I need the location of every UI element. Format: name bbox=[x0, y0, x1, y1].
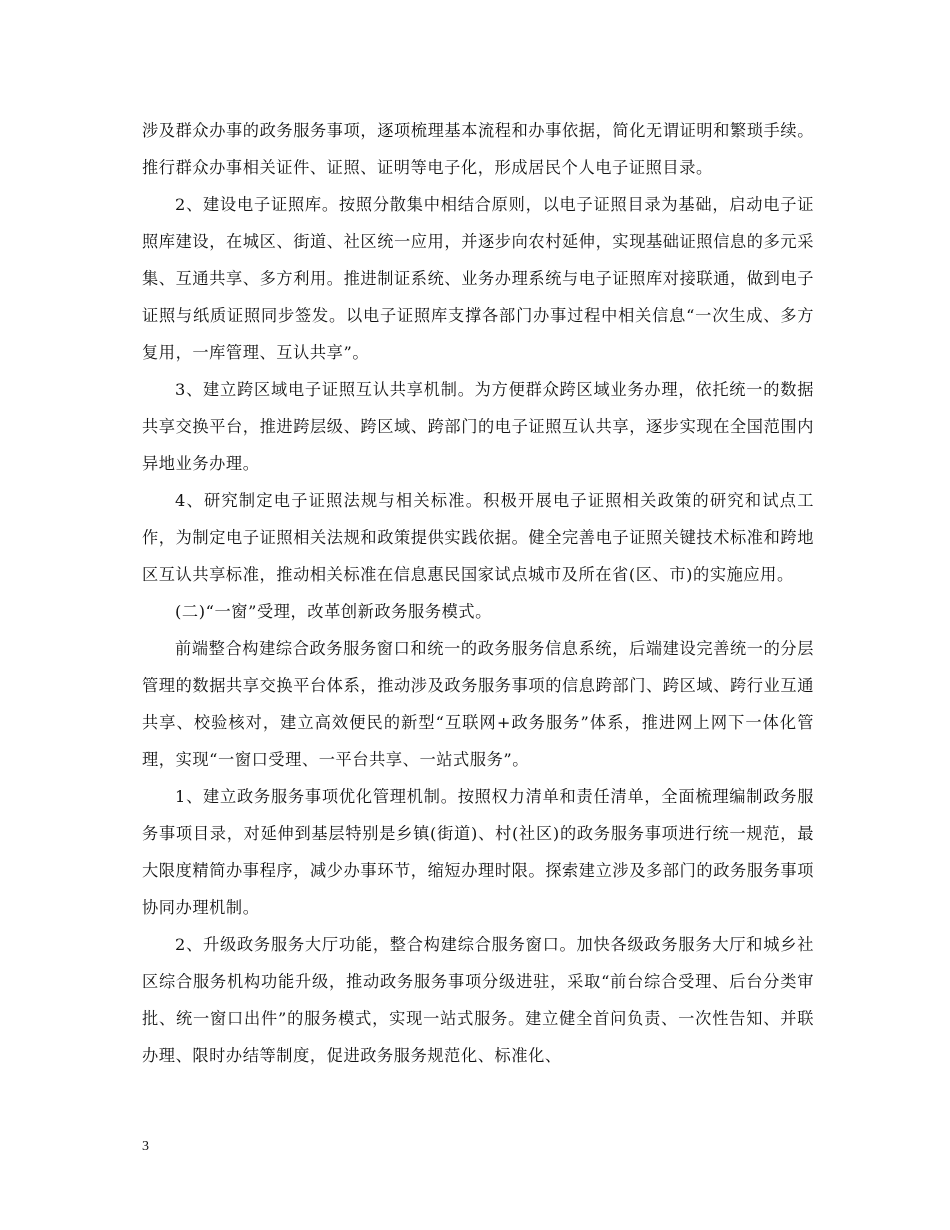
paragraph-item-4: 4、研究制定电子证照法规与相关标准。积极开展电子证照相关政策的研究和试点工作，为制定电子证照相关法规和政策提供实践依据。健全完善电子证照关键技术标准和跨地区互认共享标准，推动相关标准在信息惠民国家试点城市及所在省(区、市)的实施应用。 bbox=[142, 491, 814, 584]
paragraph-item-3: 3、建立跨区域电子证照互认共享机制。为方便群众跨区域业务办理，依托统一的数据共享交换平台，推进跨层级、跨区域、跨部门的电子证照互认共享，逐步实现在全国范围内异地业务办理。 bbox=[142, 380, 814, 473]
paragraph-item-2: 2、建设电子证照库。按照分散集中相结合原则，以电子证照目录为基础，启动电子证照库建设，在城区、街道、社区统一应用，并逐步向农村延伸，实现基础证照信息的多元采集、互通共享、多方利用。推进制证系统、业务办理系统与电子证照库对接联通，做到电子证照与纸质证照同步签发。以电子证照库支撑各部门办事过程中相关信息“一次生成、多方复用，一库管理、互认共享”。 bbox=[142, 195, 814, 362]
paragraph-continuation: 涉及群众办事的政务服务事项，逐项梳理基本流程和办事依据，简化无谓证明和繁琐手续。推行群众办事相关证件、证照、证明等电子化，形成居民个人电子证照目录。 bbox=[142, 121, 814, 177]
paragraph-section-intro: 前端整合构建综合政务服务窗口和统一的政务服务信息系统，后端建设完善统一的分层管理的数据共享交换平台体系，推动涉及政务服务事项的信息跨部门、跨区域、跨行业互通共享、校验核对，建立高效便民的新型“互联网+政务服务”体系，推进网上网下一体化管理，实现“一窗口受理、一平台共享、一站式服务”。 bbox=[142, 639, 814, 769]
section-heading: (二)“一窗”受理，改革创新政务服务模式。 bbox=[175, 602, 492, 621]
paragraph-item-1: 1、建立政务服务事项优化管理机制。按照权力清单和责任清单，全面梳理编制政务服务事项目录，对延伸到基层特别是乡镇(街道)、村(社区)的政务服务事项进行统一规范，最大限度精简办事程序，减少办事环节，缩短办理时限。探索建立涉及多部门的政务服务事项协同办理机制。 bbox=[142, 787, 814, 917]
document-body bbox=[142, 112, 814, 1074]
paragraph-item-2b: 2、升级政务服务大厅功能，整合构建综合服务窗口。加快各级政务服务大厅和城乡社区综合服务机构功能升级，推动政务服务事项分级进驻，采取“前台综合受理、后台分类审批、统一窗口出件”的服务模式，实现一站式服务。建立健全首问负责、一次性告知、并联办理、限时办结等制度，促进政务服务规范化、标准化、 bbox=[142, 935, 814, 1065]
page-number: 3 bbox=[142, 1139, 149, 1154]
